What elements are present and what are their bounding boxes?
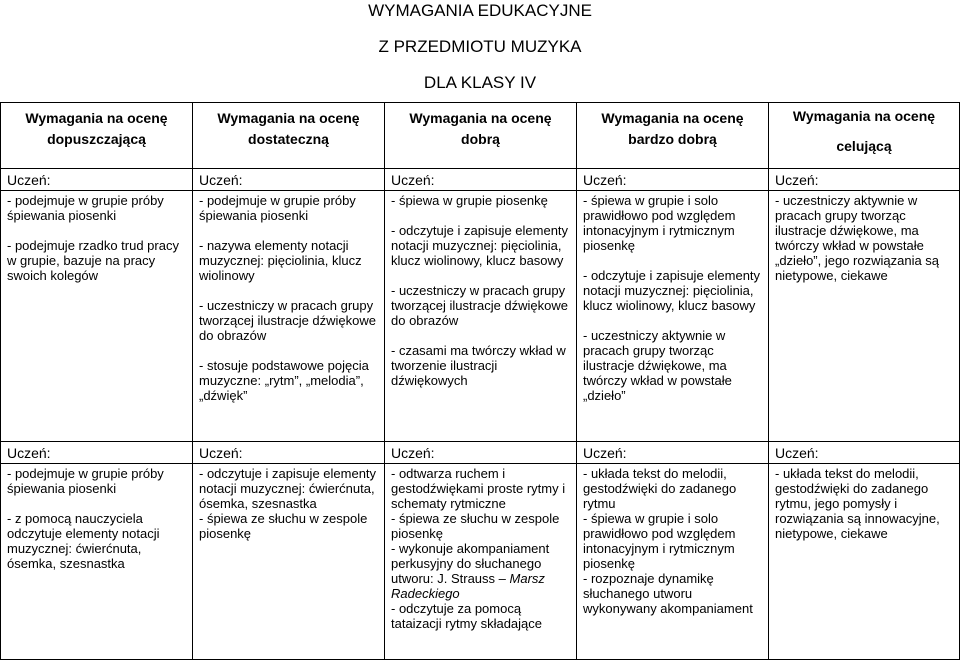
- requirement-item: - układa tekst do melodii, gestodźwięki do zadanego rytmu, jego pomysły i rozwiązania są innowacyjne, nietypowe, ciekawe: [775, 466, 940, 541]
- requirement-item: - układa tekst do melodii, gestodźwięki do zadanego rytmu: [583, 466, 737, 511]
- header-grade-celujaca: [769, 103, 960, 169]
- section1-col3: [385, 191, 577, 442]
- requirement-item: - odczytuje za pomocą tataizacji rytmy składające: [391, 601, 542, 631]
- header-grade: dopuszczającą: [47, 131, 146, 147]
- requirement-item: - rozpoznaje dynamikę słuchanego utworu wykonywany akompaniament: [583, 571, 753, 616]
- section1-label-row: [1, 169, 960, 191]
- requirement-item: - odczytuje i zapisuje elementy notacji muzycznej: pięciolinia, klucz wiolinowy, klucz basowy: [583, 268, 761, 313]
- document-title: WYMAGANIA EDUKACYJNE: [368, 1, 592, 20]
- header-grade: dostateczną: [248, 131, 329, 147]
- work-title: Marsz Radeckiego: [391, 571, 545, 601]
- header-grade: bardzo dobrą: [628, 131, 717, 147]
- header-line: Wymagania na ocenę: [601, 110, 744, 126]
- requirement-item: - uczestniczy w pracach grupy tworzącej ilustracje dźwiękowe do obrazów: [199, 298, 377, 343]
- table-header-row: [1, 103, 960, 169]
- header-line: Wymagania na ocenę: [217, 110, 360, 126]
- document-class-label: DLA KLASY IV: [423, 73, 537, 92]
- section1-col2: [193, 191, 385, 442]
- requirement-item: - uczestniczy aktywnie w pracach grupy tworząc ilustracje dźwiękowe, ma twórczy wkład w powstałe „dzieło”, jego rozwiązania są nietypowe, ciekawe: [775, 193, 940, 283]
- section2-content-row: [1, 464, 960, 660]
- requirement-item: - śpiewa ze słuchu w zespole piosenkę: [391, 511, 560, 541]
- student-label: Uczeń:: [577, 442, 769, 464]
- header-grade: celującą: [836, 138, 892, 154]
- header-grade-dopuszczajaca: [1, 103, 193, 169]
- requirement-item: - nazywa elementy notacji muzycznej: pięciolinia, klucz wiolinowy: [199, 238, 362, 283]
- student-label: Uczeń:: [1, 442, 193, 464]
- dash: –: [498, 571, 506, 586]
- header-grade-dostateczna: [193, 103, 385, 169]
- requirement-item: - podejmuje w grupie próby śpiewania piosenki: [7, 466, 164, 496]
- header-line: Wymagania na ocenę: [792, 108, 936, 124]
- requirement-item: - odczytuje i zapisuje elementy notacji muzycznej: pięciolinia, klucz wiolinowy, klucz basowy: [391, 223, 569, 268]
- section2-col5: [769, 464, 960, 660]
- header-grade-bardzo-dobra: [577, 103, 769, 169]
- section1-col1: [1, 191, 193, 442]
- student-label: Uczeń:: [193, 442, 385, 464]
- document-subtitle: Z PRZEDMIOTU MUZYKA: [378, 37, 582, 56]
- requirement-item: - czasami ma twórczy wkład w tworzenie ilustracji dźwiękowych: [391, 343, 566, 388]
- student-label: Uczeń:: [193, 169, 385, 191]
- section2-col3: [385, 464, 577, 660]
- requirement-item: - uczestniczy aktywnie w pracach grupy tworząc ilustracje dźwiękowe, ma twórczy wkład w powstałe „dzieło”: [583, 328, 732, 403]
- section2-label-row: [1, 442, 960, 464]
- requirement-item: - śpiewa w grupie i solo prawidłowo pod względem intonacyjnym i rytmicznym piosenkę: [583, 511, 736, 571]
- section1-content-row: [1, 191, 960, 442]
- requirement-item: - podejmuje w grupie próby śpiewania piosenki: [7, 193, 164, 223]
- student-label: Uczeń:: [769, 442, 960, 464]
- requirement-text: - wykonuje akompaniament perkusyjny do słuchanego utworu: J. Strauss: [391, 541, 550, 586]
- requirement-item: - odtwarza ruchem i gestodźwiękami proste rytmy i schematy rytmiczne: [391, 466, 566, 511]
- section2-col4: [577, 464, 769, 660]
- section1-col5: [769, 191, 960, 442]
- section2-col2: [193, 464, 385, 660]
- header-line: Wymagania na ocenę: [409, 110, 552, 126]
- section1-col4: [577, 191, 769, 442]
- requirement-item: - śpiewa w grupie piosenkę: [391, 193, 548, 208]
- student-label: Uczeń:: [385, 169, 577, 191]
- requirement-item: - z pomocą nauczyciela odczytuje elementy notacji muzycznej: ćwierćnuta, ósemka, szesnastka: [7, 511, 160, 571]
- student-label: Uczeń:: [1, 169, 193, 191]
- requirement-item: - podejmuje rzadko trud pracy w grupie, bazuje na pracy swoich kolegów: [7, 238, 179, 283]
- requirement-item: - śpiewa ze słuchu w zespole piosenkę: [199, 511, 368, 541]
- requirement-item: - podejmuje w grupie próby śpiewania piosenki: [199, 193, 356, 223]
- requirement-item: - uczestniczy w pracach grupy tworzącej ilustracje dźwiękowe do obrazów: [391, 283, 569, 328]
- requirement-item: [391, 541, 570, 601]
- requirement-item: - śpiewa w grupie i solo prawidłowo pod względem intonacyjnym i rytmicznym piosenkę: [583, 193, 736, 253]
- student-label: Uczeń:: [385, 442, 577, 464]
- header-line: Wymagania na ocenę: [25, 110, 168, 126]
- requirement-item: - stosuje podstawowe pojęcia muzyczne: „rytm”, „melodia”, „dźwięk”: [199, 358, 369, 403]
- section2-col1: [1, 464, 193, 660]
- student-label: Uczeń:: [769, 169, 960, 191]
- header-grade-dobra: [385, 103, 577, 169]
- header-grade: dobrą: [461, 131, 500, 147]
- student-label: Uczeń:: [577, 169, 769, 191]
- requirements-table: [0, 102, 960, 660]
- requirement-item: - odczytuje i zapisuje elementy notacji muzycznej: ćwierćnuta, ósemka, szesnastka: [199, 466, 377, 511]
